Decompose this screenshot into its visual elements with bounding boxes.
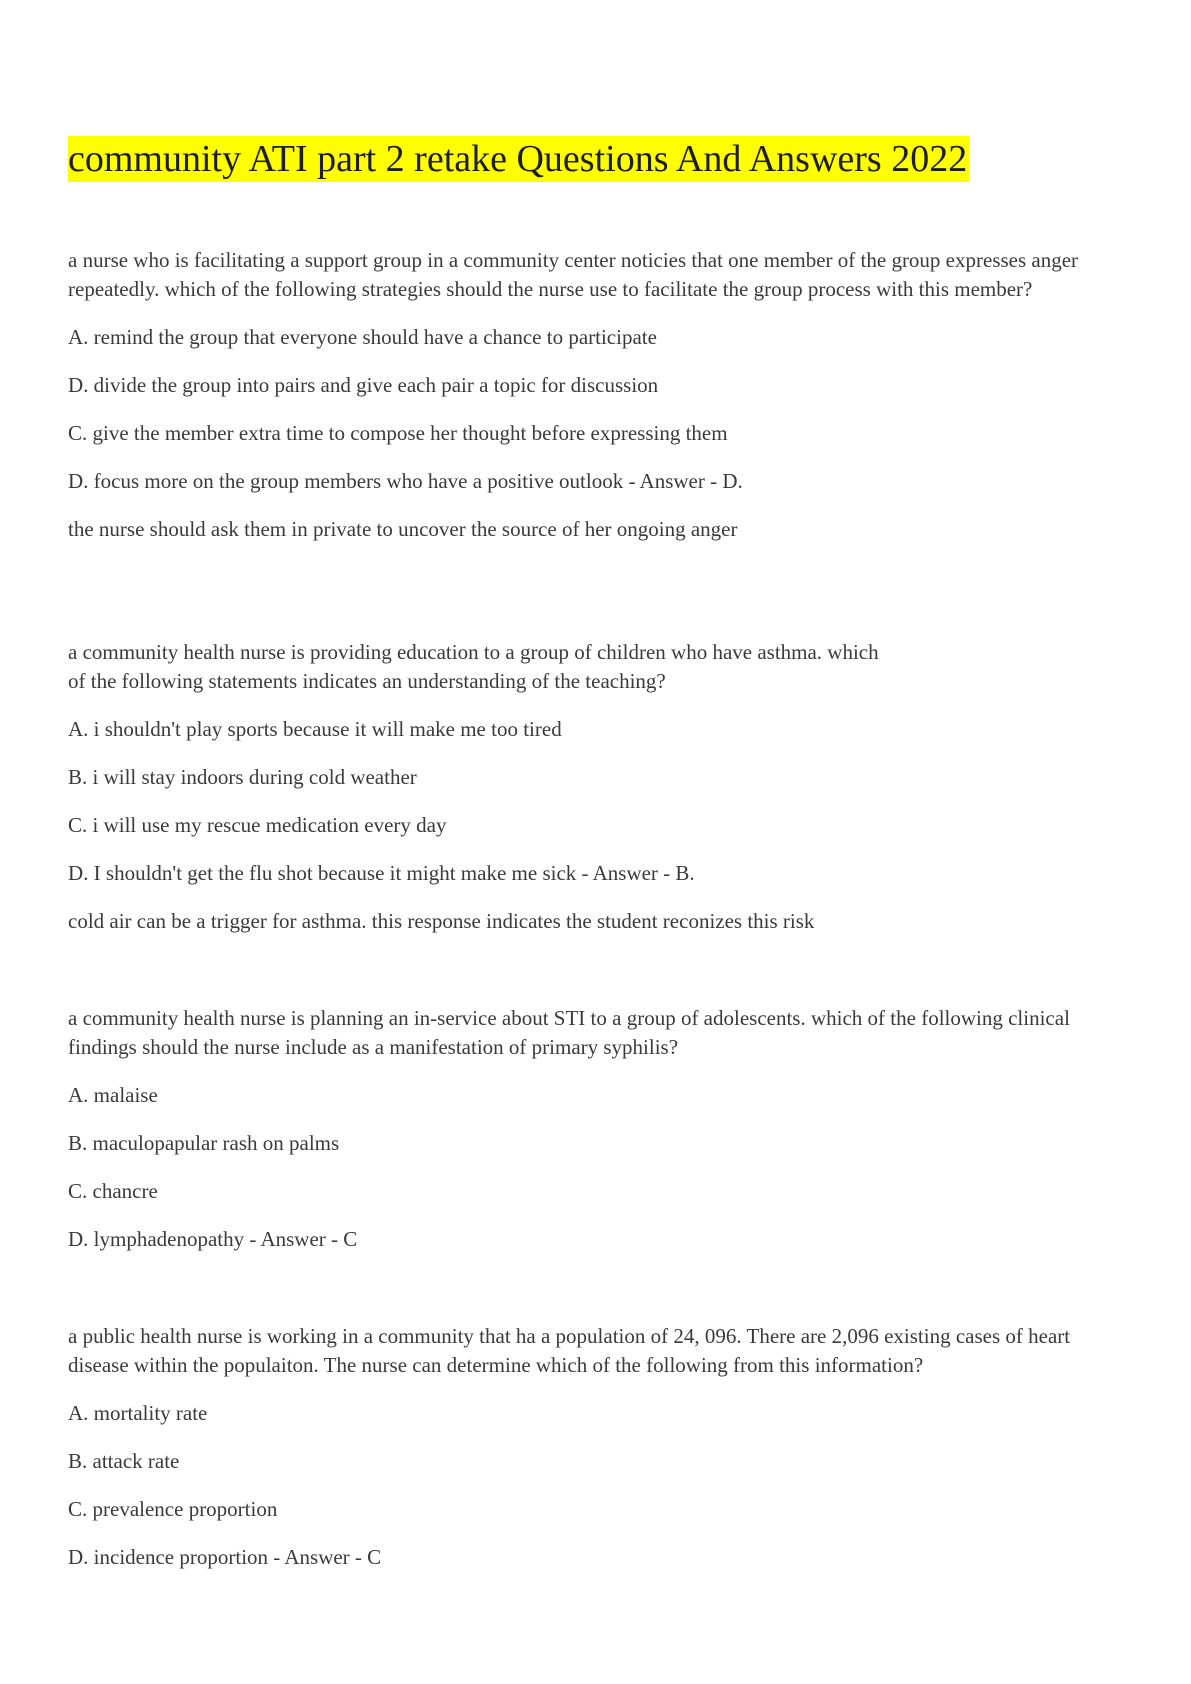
question-stem-line: a community health nurse is providing education to a group of children who have asthma. which	[68, 640, 879, 664]
question-stem: a community health nurse is planning an in-service about STI to a group of adolescents. which of the following clinical findings should the nurse include as a manifestation of primary syphilis?	[68, 1006, 1070, 1059]
answer-option: A. malaise	[68, 1083, 158, 1107]
answer-option: B. maculopapular rash on palms	[68, 1131, 340, 1155]
question-stem-line: of the following statements indicates an understanding of the teaching?	[68, 669, 666, 693]
answer-option: C. chancre	[68, 1179, 158, 1203]
answer-option: C. i will use my rescue medication every day	[68, 813, 447, 837]
question-3	[68, 1004, 1128, 1254]
answer-option: D. incidence proportion - Answer - C	[68, 1545, 382, 1569]
question-stem: a nurse who is facilitating a support group in a community center noticies that one member of the group expresses anger repeatedly. which of the following strategies should the nurse use to facilitate the group process with this member?	[68, 248, 1079, 301]
answer-option: B. i will stay indoors during cold weather	[68, 765, 417, 789]
answer-option: D. focus more on the group members who have a positive outlook - Answer - D.	[68, 469, 743, 493]
answer-option: D. I shouldn't get the flu shot because it might make me sick - Answer - B.	[68, 861, 695, 885]
question-4	[68, 1322, 1128, 1572]
question-1	[68, 246, 1128, 544]
question-stem: a public health nurse is working in a community that ha a population of 24, 096. There are 2,096 existing cases of heart disease within the populaiton. The nurse can determine which of the following from this information?	[68, 1324, 1071, 1377]
answer-option: A. i shouldn't play sports because it will make me too tired	[68, 717, 562, 741]
question-2	[68, 638, 1128, 936]
answer-option: A. mortality rate	[68, 1401, 208, 1425]
answer-option: A. remind the group that everyone should have a chance to participate	[68, 325, 657, 349]
answer-rationale: the nurse should ask them in private to uncover the source of her ongoing anger	[68, 517, 738, 541]
answer-option: B. attack rate	[68, 1449, 180, 1473]
document-title: community ATI part 2 retake Questions And Answers 2022	[68, 138, 968, 180]
answer-option: D. divide the group into pairs and give each pair a topic for discussion	[68, 373, 659, 397]
answer-rationale: cold air can be a trigger for asthma. this response indicates the student reconizes this risk	[68, 909, 815, 933]
answer-option: C. prevalence proportion	[68, 1497, 278, 1521]
answer-option: C. give the member extra time to compose her thought before expressing them	[68, 421, 728, 445]
answer-option: D. lymphadenopathy - Answer - C	[68, 1227, 358, 1251]
